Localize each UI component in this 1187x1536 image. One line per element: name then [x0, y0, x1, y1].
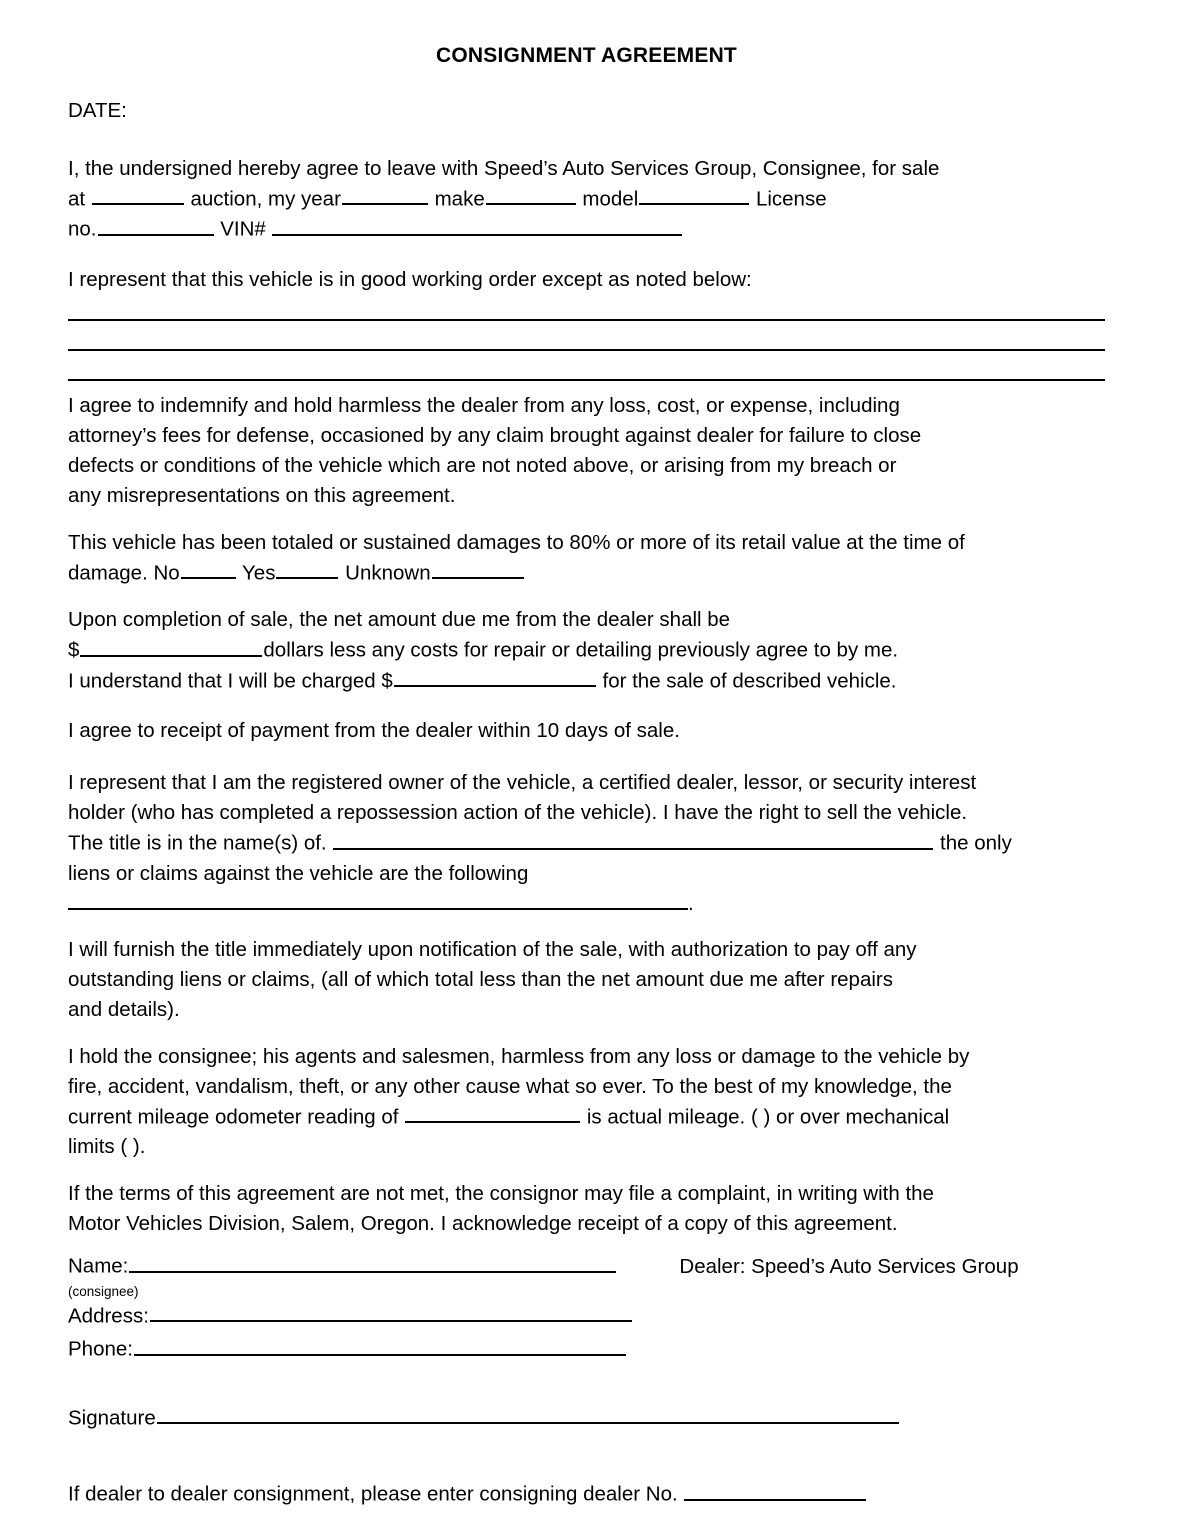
- title-name-label: The title is in the name(s) of.: [68, 831, 333, 855]
- intro-line-1: I, the undersigned hereby agree to leave with Speed’s Auto Services Group, Consignee, for sale: [68, 157, 940, 180]
- intro-at-text: at: [68, 187, 91, 211]
- document-body: [68, 96, 1109, 1510]
- furnish-paragraph: [68, 935, 1109, 1025]
- complaint-paragraph: [68, 1179, 1109, 1239]
- liens-blank[interactable]: [68, 904, 688, 910]
- hold-harmless-line-3: [68, 1102, 1109, 1132]
- net-amount-paragraph: [68, 605, 1109, 696]
- phone-label: Phone:: [68, 1337, 133, 1361]
- ownership-line-1: I represent that I am the registered owner of the vehicle, a certified dealer, lessor, or security interest: [68, 771, 977, 795]
- totaled-unknown-label: Unknown: [339, 561, 431, 585]
- indemnify-line-1: I agree to indemnify and hold harmless the dealer from any loss, cost, or expense, including: [68, 393, 900, 417]
- furnish-line-3: and details).: [68, 997, 180, 1021]
- intro-paragraph: [68, 154, 1109, 245]
- hold-harmless-line-4: limits ( ).: [68, 1135, 146, 1159]
- condition-blank-line-2[interactable]: [68, 349, 1105, 351]
- title-name-tail: the only: [934, 831, 1012, 855]
- ownership-line-4: liens or claims against the vehicle are the following: [68, 861, 529, 885]
- name-row: [68, 1251, 1109, 1281]
- address-label: Address:: [68, 1304, 149, 1328]
- charged-tail: for the sale of described vehicle.: [596, 669, 897, 693]
- signature-row: [68, 1403, 1109, 1433]
- intro-line-2: [68, 184, 1109, 214]
- indemnify-line-4: any misrepresentations on this agreement.: [68, 483, 456, 507]
- address-blank[interactable]: [150, 1301, 632, 1322]
- year-blank[interactable]: [342, 184, 428, 205]
- model-blank[interactable]: [639, 184, 749, 205]
- page-title: CONSIGNMENT AGREEMENT: [436, 44, 737, 67]
- name-blank[interactable]: [129, 1251, 616, 1272]
- odometer-tail: is actual mileage. ( ) or over mechanical: [581, 1105, 950, 1129]
- hold-harmless-line-2: fire, accident, vandalism, theft, or any other cause what so ever. To the best of my knowledge, the: [68, 1074, 952, 1098]
- totaled-yes-blank[interactable]: [276, 558, 338, 579]
- liens-period: .: [688, 891, 694, 915]
- condition-prompt: I represent that this vehicle is in good working order except as noted below:: [68, 267, 752, 291]
- ownership-line-2: holder (who has completed a repossession action of the vehicle). I have the right to sell the vehicle.: [68, 801, 968, 825]
- intro-license-text: License: [750, 187, 827, 211]
- receipt-paragraph: I agree to receipt of payment from the dealer within 10 days of sale.: [68, 719, 680, 743]
- intro-auction-text: auction, my year: [184, 187, 341, 211]
- totaled-paragraph: [68, 528, 1109, 588]
- totaled-no-blank[interactable]: [181, 558, 236, 579]
- signature-blank[interactable]: [157, 1403, 899, 1424]
- indemnify-paragraph: [68, 391, 1109, 511]
- net-amount-tail: dollars less any costs for repair or detailing previously agree to by me.: [263, 638, 899, 662]
- net-amount-line-2: [68, 635, 1109, 665]
- complaint-line-2: Motor Vehicles Division, Salem, Oregon. I acknowledge receipt of a copy of this agreement.: [68, 1212, 898, 1236]
- hold-harmless-paragraph: [68, 1042, 1109, 1162]
- totaled-line-1: This vehicle has been totaled or sustained damages to 80% or more of its retail value at the time of: [68, 530, 965, 554]
- net-amount-line-1: Upon completion of sale, the net amount due me from the dealer shall be: [68, 608, 731, 632]
- complaint-line-1: If the terms of this agreement are not met, the consignor may file a complaint, in writing with the: [68, 1182, 934, 1206]
- indemnify-line-3: defects or conditions of the vehicle which are not noted above, or arising from my breach or: [68, 453, 897, 477]
- odometer-label: current mileage odometer reading of: [68, 1105, 405, 1129]
- dealer-name: Dealer: Speed’s Auto Services Group: [679, 1254, 1019, 1278]
- signature-label: Signature: [68, 1406, 156, 1430]
- phone-blank[interactable]: [134, 1334, 626, 1355]
- condition-blank-line-3[interactable]: [68, 379, 1105, 381]
- auction-blank[interactable]: [92, 184, 184, 205]
- charged-amount-blank[interactable]: [394, 666, 596, 687]
- title-name-blank[interactable]: [333, 828, 933, 849]
- hold-harmless-line-1: I hold the consignee; his agents and salesmen, harmless from any loss or damage to the vehicle by: [68, 1044, 970, 1068]
- address-row: [68, 1301, 1109, 1331]
- consignee-note: (consignee): [68, 1283, 139, 1299]
- vin-label: VIN#: [214, 217, 272, 241]
- dealer-to-dealer-row: [68, 1479, 1109, 1509]
- indemnify-line-2: attorney’s fees for defense, occasioned by any claim brought against dealer for failure to close: [68, 423, 922, 447]
- dollar-sign: $: [68, 638, 80, 662]
- net-amount-line-3: [68, 666, 1109, 696]
- ownership-line-3: [68, 828, 1109, 858]
- net-amount-blank[interactable]: [80, 635, 262, 656]
- totaled-unknown-blank[interactable]: [432, 558, 524, 579]
- phone-row: [68, 1334, 1109, 1364]
- date-field-label: DATE:: [68, 99, 127, 122]
- name-label: Name:: [68, 1254, 129, 1278]
- make-blank[interactable]: [486, 184, 576, 205]
- vin-blank[interactable]: [272, 214, 682, 235]
- license-number-blank[interactable]: [98, 214, 214, 235]
- ownership-paragraph: [68, 768, 1109, 918]
- intro-line-3: [68, 214, 1109, 244]
- condition-blank-lines: [68, 319, 1109, 381]
- charged-label: I understand that I will be charged $: [68, 669, 393, 693]
- totaled-no-label: damage. No: [68, 561, 180, 585]
- totaled-yes-label: Yes: [236, 561, 276, 585]
- dealer-to-dealer-label: If dealer to dealer consignment, please enter consigning dealer No.: [68, 1482, 684, 1506]
- liens-blank-row: [68, 889, 1109, 919]
- odometer-blank[interactable]: [405, 1102, 580, 1123]
- license-no-label: no.: [68, 217, 97, 241]
- totaled-line-2: [68, 558, 1109, 588]
- intro-model-text: model: [576, 187, 639, 211]
- consigning-dealer-no-blank[interactable]: [684, 1479, 866, 1500]
- condition-blank-line-1[interactable]: [68, 319, 1105, 321]
- furnish-line-2: outstanding liens or claims, (all of which total less than the net amount due me after repairs: [68, 967, 893, 991]
- furnish-line-1: I will furnish the title immediately upon notification of the sale, with authorization to pay off any: [68, 937, 917, 961]
- intro-make-text: make: [428, 187, 485, 211]
